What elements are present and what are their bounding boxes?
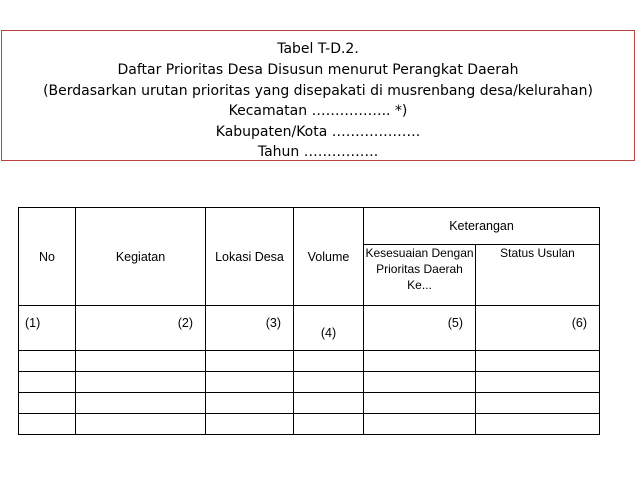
table-row	[19, 393, 600, 414]
table-cell	[206, 393, 294, 414]
table-cell	[19, 393, 76, 414]
header-volume: Volume	[294, 208, 364, 306]
table-cell	[19, 351, 76, 372]
header-kesesuaian: Kesesuaian Dengan Prioritas Daerah Ke...	[364, 245, 476, 306]
table-caption: Tabel T-D.2.	[277, 41, 359, 57]
table-cell	[294, 393, 364, 414]
table-cell	[476, 351, 600, 372]
column-number-row	[19, 306, 600, 351]
table-cell	[364, 372, 476, 393]
table-subtitle: (Berdasarkan urutan prioritas yang disepakati di musrenbang desa/kelurahan)	[43, 83, 593, 99]
column-number: (3)	[206, 306, 294, 351]
table-cell	[476, 372, 600, 393]
tahun-line: Tahun …………….	[257, 144, 379, 160]
table-cell	[364, 393, 476, 414]
table-cell	[476, 393, 600, 414]
table-cell	[76, 372, 206, 393]
table-cell	[206, 372, 294, 393]
table-cell	[364, 351, 476, 372]
kecamatan-line: Kecamatan …………….. *)	[228, 103, 408, 119]
table-row	[19, 414, 600, 435]
table-cell	[19, 414, 76, 435]
header-keterangan: Keterangan	[364, 208, 600, 245]
column-number: (1)	[19, 306, 76, 351]
column-number: (2)	[76, 306, 206, 351]
table-cell	[19, 372, 76, 393]
priority-table	[18, 207, 600, 435]
header-lokasi-desa: Lokasi Desa	[206, 208, 294, 306]
table-cell	[206, 414, 294, 435]
table-cell	[76, 351, 206, 372]
column-number: (4)	[294, 306, 364, 351]
table-cell	[294, 372, 364, 393]
table-cell	[476, 414, 600, 435]
table-cell	[364, 414, 476, 435]
table-title: Daftar Prioritas Desa Disusun menurut Perangkat Daerah	[117, 62, 519, 78]
header-status-usulan: Status Usulan	[476, 245, 600, 306]
table-cell	[294, 351, 364, 372]
table-cell	[76, 393, 206, 414]
column-number: (5)	[364, 306, 476, 351]
header-no: No	[19, 208, 76, 306]
header-kegiatan: Kegiatan	[76, 208, 206, 306]
table-cell	[294, 414, 364, 435]
table-cell	[206, 351, 294, 372]
kabupaten-line: Kabupaten/Kota ……………….	[215, 124, 421, 140]
column-number: (6)	[476, 306, 600, 351]
table-cell	[76, 414, 206, 435]
table-row	[19, 351, 600, 372]
table-row	[19, 372, 600, 393]
title-box	[1, 30, 635, 161]
